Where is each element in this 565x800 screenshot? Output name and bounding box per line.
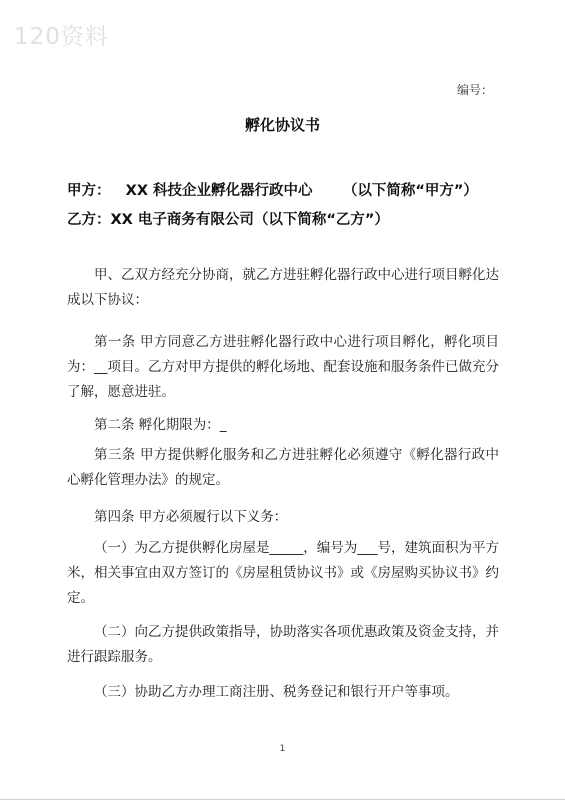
paragraph-intro-text: 甲、乙双方经充分协商，就乙方进驻孵化器行政中心进行项目孵化达成以下协议： [67, 267, 499, 308]
paragraph-intro [67, 263, 499, 313]
document-number-label: 编号： [456, 83, 493, 97]
article-4 [67, 505, 499, 530]
article-4-item-3-text: （三）协助乙方办理工商注册、税务登记和银行开户等事项。 [94, 684, 459, 700]
article-2 [67, 413, 499, 438]
party-b: 乙方：XX 电子商务有限公司（以下简称“乙方”） [67, 212, 389, 228]
article-1-text: 第一条 甲方同意乙方进驻孵化器行政中心进行项目孵化，孵化项目为：__项目。乙方对甲方提供的孵化场地、配套设施和服务条件已做充分了解，愿意进驻。 [67, 334, 499, 400]
watermark: 120资料 [14, 24, 109, 50]
article-4-item-1-text: （一）为乙方提供孵化房屋是_____，编号为___号，建筑面积为平方米，相关事宜由双方签订的《房屋租赁协议书》或《房屋购买协议书》约定。 [67, 540, 499, 606]
article-4-text: 第四条 甲方必须履行以下义务： [94, 509, 288, 525]
page-number: 1 [279, 744, 286, 754]
article-4-item-3 [67, 680, 499, 705]
document-title: 孵化协议书 [244, 116, 320, 134]
article-4-item-1 [67, 536, 499, 611]
article-3-text: 第三条 甲方提供孵化服务和乙方进驻孵化必须遵守《孵化器行政中心孵化管理办法》的规定。 [67, 447, 499, 488]
article-1 [67, 330, 499, 405]
article-4-item-2-text: （二）向乙方提供政策指导，协助落实各项优惠政策及资金支持，并进行跟踪服务。 [67, 624, 499, 665]
article-4-item-2 [67, 620, 499, 670]
article-3 [67, 443, 499, 493]
article-2-text: 第二条 孵化期限为：_ [94, 417, 227, 433]
party-a: 甲方： XX 科技企业孵化器行政中心 （以下简称“甲方”） [67, 183, 478, 199]
